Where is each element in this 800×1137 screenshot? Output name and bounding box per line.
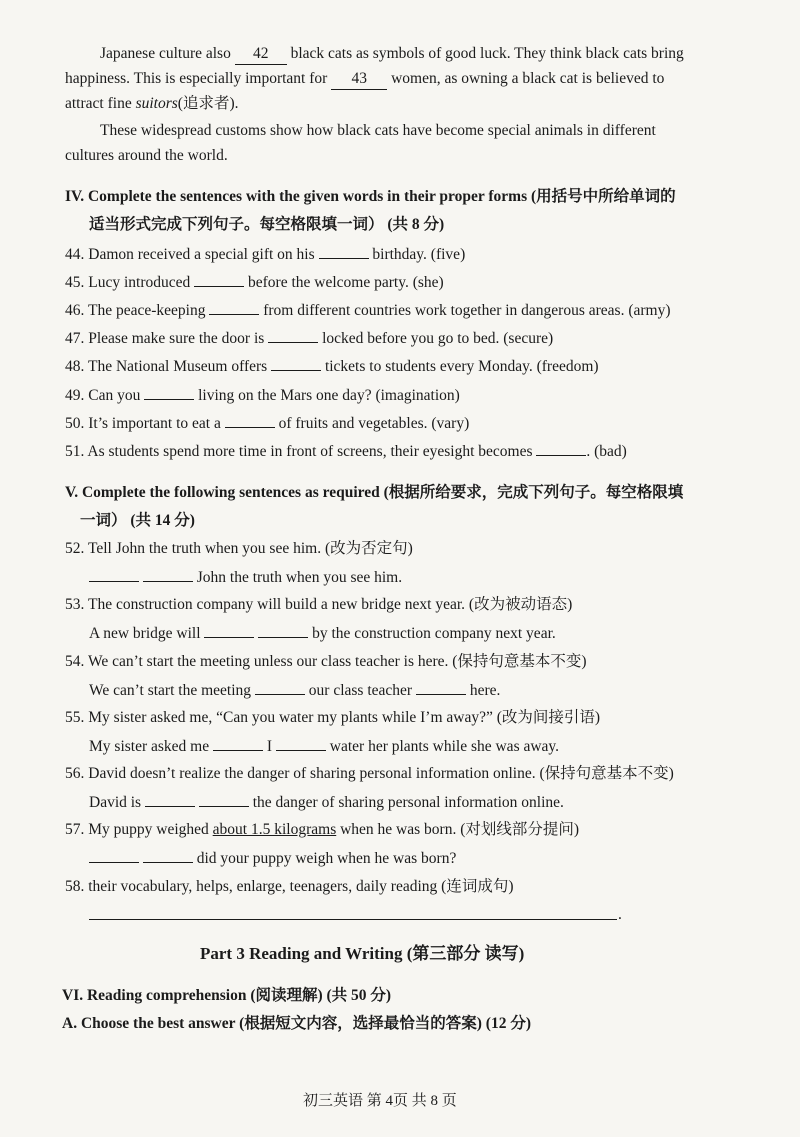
question-45: 45. Lucy introduced before the welcome party. (she) xyxy=(65,274,444,291)
question-51: 51. As students spend more time in front of screens, their eyesight becomes . (bad) xyxy=(65,443,627,460)
question-44: 44. Damon received a special gift on his birthday. (five) xyxy=(65,246,466,263)
blank-56-2[interactable] xyxy=(199,792,249,807)
question-47: 47. Please make sure the door is locked before you go to bed. (secure) xyxy=(65,330,554,347)
question-54: 54. We can’t start the meeting unless our class teacher is here. (保持句意基本不变) xyxy=(65,653,587,670)
blank-48[interactable] xyxy=(271,356,321,371)
answer-line-58-period: . xyxy=(618,906,622,923)
question-55: 55. My sister asked me, “Can you water my plants while I’m away?” (改为间接引语) xyxy=(65,709,601,726)
answer-42: 42 xyxy=(235,44,287,65)
blank-44[interactable] xyxy=(319,244,369,259)
page-footer: 初三英语 第 4页 共 8 页 xyxy=(303,1093,457,1109)
question-53: 53. The construction company will build a new bridge next year. (改为被动语态) xyxy=(65,596,573,613)
answer-line-58[interactable] xyxy=(89,919,617,920)
question-52-answer: John the truth when you see him. xyxy=(89,567,402,588)
answer-43: 43 xyxy=(331,69,387,90)
question-54-answer: We can’t start the meeting our class teacher here. xyxy=(89,682,501,699)
section-4-heading-cont: 适当形式完成下列句子。每空格限填一词） (共 8 分) xyxy=(89,216,445,233)
passage-line-4: These widespread customs show how black cats have become special animals in different xyxy=(100,122,656,139)
passage-line-3: attract fine suitors(追求者). xyxy=(65,95,239,112)
blank-45[interactable] xyxy=(194,272,244,287)
blank-57-1[interactable] xyxy=(89,848,139,863)
blank-47[interactable] xyxy=(268,328,318,343)
question-55-answer: My sister asked me I water her plants while she was away. xyxy=(89,738,560,755)
section-a-heading: A. Choose the best answer (根据短文内容，选择最恰当的答案) (12 分) xyxy=(62,1015,531,1032)
blank-52-1[interactable] xyxy=(89,567,139,582)
question-50: 50. It’s important to eat a of fruits and vegetables. (vary) xyxy=(65,415,470,432)
question-52: 52. Tell John the truth when you see him. (改为否定句) xyxy=(65,540,413,557)
question-48: 48. The National Museum offers tickets to students every Monday. (freedom) xyxy=(65,358,599,375)
passage-line-5: cultures around the world. xyxy=(65,147,228,164)
blank-49[interactable] xyxy=(144,385,194,400)
question-57-answer: did your puppy weigh when he was born? xyxy=(89,848,456,869)
passage-line-1: Japanese culture also 42 black cats as symbols of good luck. They think black cats bring xyxy=(100,44,684,65)
question-49: 49. Can you living on the Mars one day? (imagination) xyxy=(65,387,460,404)
blank-55-2[interactable] xyxy=(276,736,326,751)
blank-51[interactable] xyxy=(536,441,586,456)
blank-54-2[interactable] xyxy=(416,680,466,695)
passage-line-2: happiness. This is especially important for 43 women, as owning a black cat is believed to xyxy=(65,69,664,90)
blank-53-1[interactable] xyxy=(204,623,254,638)
blank-55-1[interactable] xyxy=(213,736,263,751)
question-53-answer: A new bridge will by the construction company next year. xyxy=(89,625,556,642)
section-6-heading: VI. Reading comprehension (阅读理解) (共 50 分) xyxy=(62,987,392,1004)
blank-57-2[interactable] xyxy=(143,848,193,863)
blank-53-2[interactable] xyxy=(258,623,308,638)
section-4-heading: IV. Complete the sentences with the given words in their proper forms (用括号中所给单词的 xyxy=(65,188,676,205)
question-57: 57. My puppy weighed about 1.5 kilograms when he was born. (对划线部分提问) xyxy=(65,821,580,838)
blank-50[interactable] xyxy=(225,413,275,428)
blank-54-1[interactable] xyxy=(255,680,305,695)
question-56: 56. David doesn’t realize the danger of sharing personal information online. (保持句意基本不变) xyxy=(65,765,674,782)
underlined-phrase: about 1.5 kilograms xyxy=(212,821,337,838)
section-5-heading: V. Complete the following sentences as required (根据所给要求，完成下列句子。每空格限填 xyxy=(65,484,684,501)
part-3-title: Part 3 Reading and Writing (第三部分 读写) xyxy=(200,944,525,963)
question-46: 46. The peace-keeping from different countries work together in dangerous areas. (army) xyxy=(65,302,671,319)
question-58: 58. their vocabulary, helps, enlarge, teenagers, daily reading (连词成句) xyxy=(65,878,514,895)
section-5-heading-cont: 一词） (共 14 分) xyxy=(80,512,195,529)
blank-56-1[interactable] xyxy=(145,792,195,807)
blank-52-2[interactable] xyxy=(143,567,193,582)
question-56-answer: David is the danger of sharing personal information online. xyxy=(89,794,564,811)
blank-46[interactable] xyxy=(209,300,259,315)
